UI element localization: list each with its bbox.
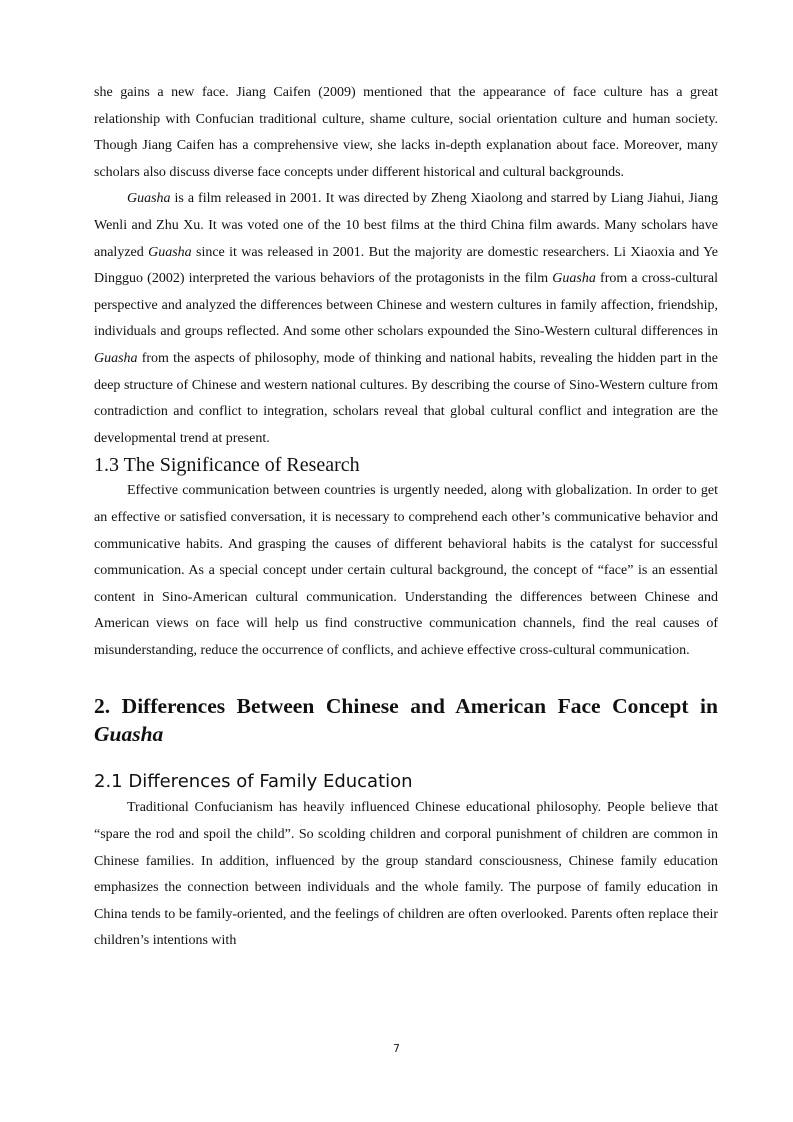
film-title: Guasha <box>94 350 138 366</box>
page-number: 7 <box>393 1042 400 1055</box>
paragraph-significance: Effective communication between countries is urgently needed, along with globalization. In order to get an effective or satisfied conversation, it is necessary to comprehend each other’s communicative behavior and communicative habits. And grasping the causes of different behavioral habits is the catalyst for successful communication. As a special concept under certain cultural background, the concept of “face” is an essential content in Sino-American cultural communication. Understanding the differences between Chinese and American views on face will help us find constructive communication channels, find the real causes of misunderstanding, reduce the occurrence of conflicts, and achieve effective cross-cultural communication. <box>94 483 718 658</box>
paragraph-family-education: Traditional Confucianism has heavily influenced Chinese educational philosophy. People believe that “spare the rod and spoil the child”. So scolding children and corporal punishment of children are common in Chinese families. In addition, influenced by the group standard consciousness, Chinese family education emphasizes the connection between individuals and the whole family. The purpose of family education in China tends to be family-oriented, and the feelings of children are often overlooked. Parents often replace their children’s intentions with <box>94 800 718 949</box>
heading-section-2 <box>94 692 718 748</box>
film-title: Guasha <box>94 722 164 747</box>
film-title: Guasha <box>552 271 596 287</box>
paragraph-face-culture: she gains a new face. Jiang Caifen (2009) mentioned that the appearance of face culture has a great relationship with Confucian traditional culture, shame culture, social orientation culture and human society. Though Jiang Caifen has a comprehensive view, she lacks in-depth explanation about face. Moreover, many scholars also discuss diverse face concepts under different historical and cultural backgrounds. <box>94 85 718 180</box>
paragraph-text: from a cross-cultural perspective and analyzed the differences between Chinese and western cultures in family affection, friendship, individuals and groups reflected. And some other scholars expounded the Sino-Western cultural differences in <box>94 271 718 340</box>
film-title: Guasha <box>148 244 192 260</box>
heading-family-education: 2.1 Differences of Family Education <box>94 771 413 793</box>
heading-text: 2. Differences Between Chinese and American Face Concept in <box>94 694 718 719</box>
heading-significance-of-research: 1.3 The Significance of Research <box>94 454 360 477</box>
paragraph-text: from the aspects of philosophy, mode of thinking and national habits, revealing the hidden part in the deep structure of Chinese and western national cultures. By describing the course of Sino-Western culture from contradiction and conflict to integration, scholars reveal that global cultural conflict and integration are the developmental trend at present. <box>94 350 718 446</box>
paragraph-text: since it was released in 2001. But the majority are domestic researchers. Li Xiaoxia and Ye Dingguo (2002) interpreted the various behaviors of the protagonists in the film <box>94 244 718 287</box>
paragraph-guasha-film <box>94 186 718 452</box>
film-title: Guasha <box>127 191 171 207</box>
document-body <box>94 80 718 955</box>
paragraph-text: is a film released in 2001. It was directed by Zheng Xiaolong and starred by Liang Jiahui, Jiang Wenli and Zhu Xu. It was voted one of the 10 best films at the third China film awards. Many scholars have analyzed <box>94 191 718 260</box>
